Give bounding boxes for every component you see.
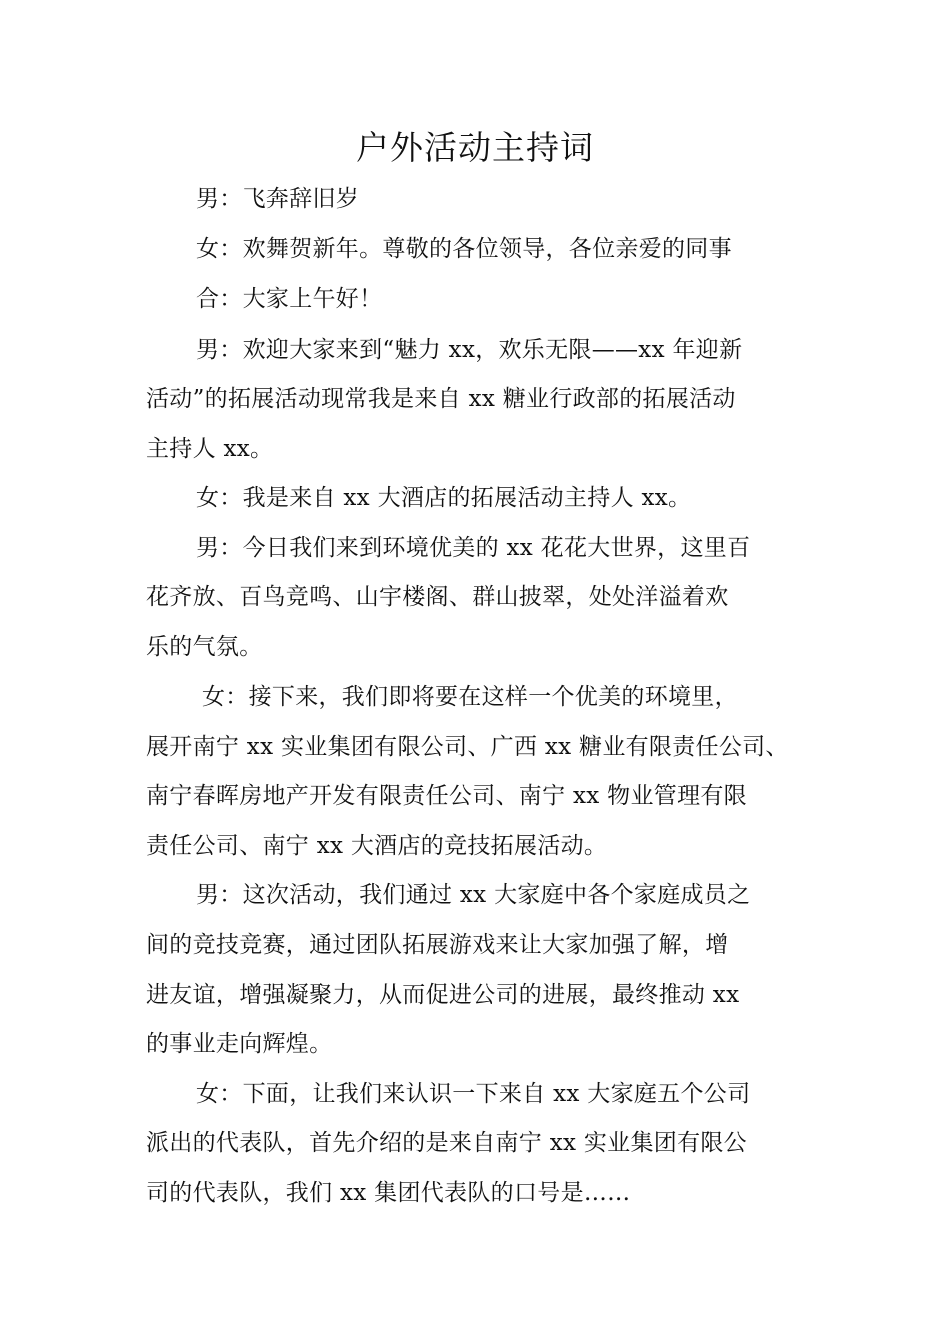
paragraph-line: 花齐放、百鸟竞鸣、山宇楼阁、群山披翠，处处洋溢着欢: [146, 584, 729, 610]
paragraph-line: 主持人 xx。: [146, 436, 274, 462]
paragraph-line: 女：下面，让我们来认识一下来自 xx 大家庭五个公司: [196, 1081, 751, 1107]
paragraph-line: 男：欢迎大家来到“魅力 xx，欢乐无限——xx 年迎新: [196, 337, 743, 363]
paragraph-line: 间的竞技竞赛，通过团队拓展游戏来让大家加强了解，增: [146, 932, 729, 958]
paragraph-line: 乐的气氛。: [146, 634, 263, 660]
paragraph-line: 司的代表队，我们 xx 集团代表队的口号是……: [146, 1180, 631, 1206]
paragraph-line: 女：欢舞贺新年。尊敬的各位领导，各位亲爱的同事: [196, 236, 732, 262]
document-title: 户外活动主持词: [356, 128, 594, 167]
paragraph-line: 男：今日我们来到环境优美的 xx 花花大世界，这里百: [196, 535, 751, 561]
paragraph-line: 的事业走向辉煌。: [146, 1031, 333, 1057]
paragraph-line: 南宁春晖房地产开发有限责任公司、南宁 xx 物业管理有限: [146, 783, 747, 809]
paragraph-line: 合：大家上午好！: [196, 286, 383, 312]
paragraph-line: 男：这次活动，我们通过 xx 大家庭中各个家庭成员之: [196, 882, 751, 908]
paragraph-line: 活动”的拓展活动现常我是来自 xx 糖业行政部的拓展活动: [146, 386, 736, 412]
paragraph-line: 男：飞奔辞旧岁: [196, 186, 360, 212]
paragraph-line: 责任公司、南宁 xx 大酒店的竞技拓展活动。: [146, 833, 608, 859]
paragraph-line: 女：接下来，我们即将要在这样一个优美的环境里，: [202, 684, 738, 710]
paragraph-line: 展开南宁 xx 实业集团有限公司、广西 xx 糖业有限责任公司、: [146, 734, 789, 760]
paragraph-line: 女：我是来自 xx 大酒店的拓展活动主持人 xx。: [196, 485, 692, 511]
paragraph-line: 派出的代表队，首先介绍的是来自南宁 xx 实业集团有限公: [146, 1130, 747, 1156]
paragraph-line: 进友谊，增强凝聚力，从而促进公司的进展，最终推动 xx: [146, 982, 740, 1008]
